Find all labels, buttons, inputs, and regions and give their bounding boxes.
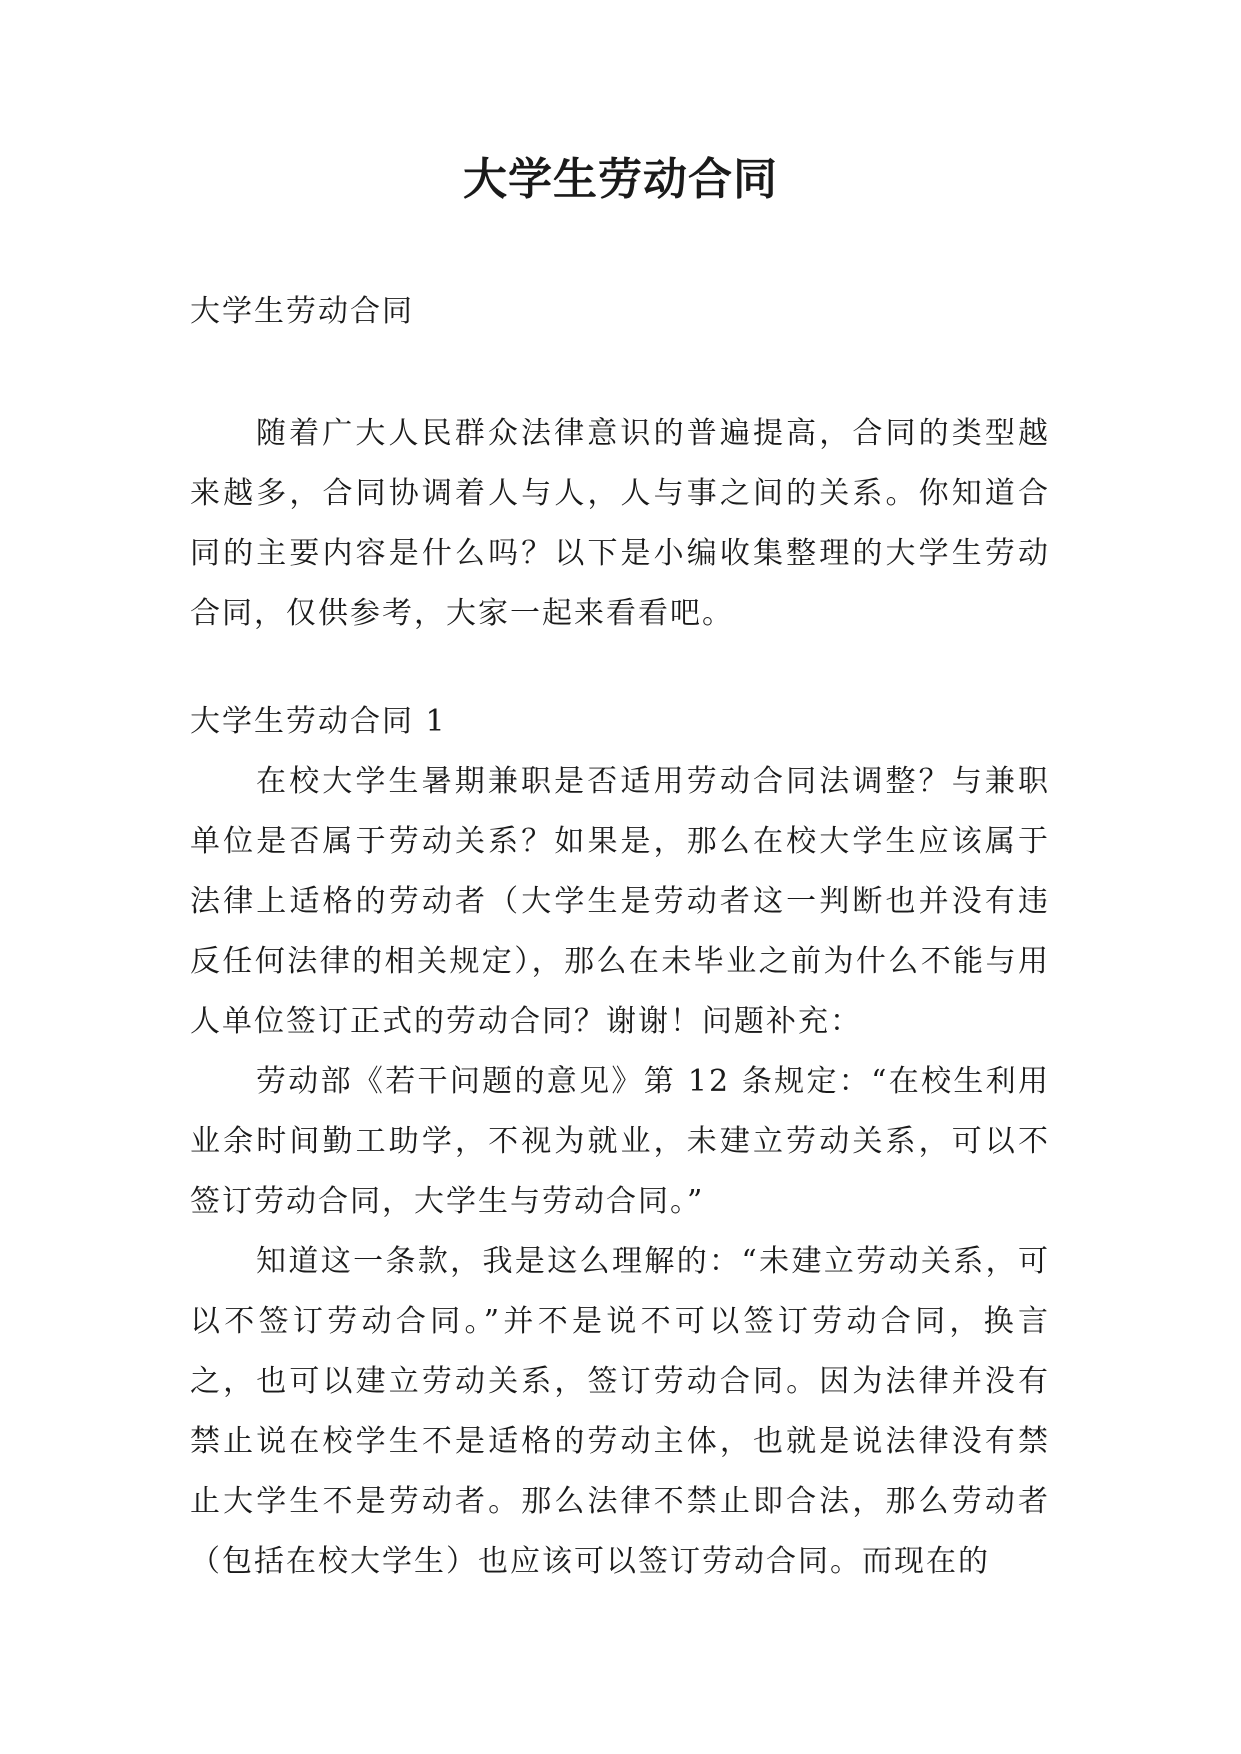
- document-title: 大学生劳动合同: [463, 154, 778, 205]
- body-paragraph: 知道这一条款，我是这么理解的：“未建立劳动关系，可以不签订劳动合同。”并不是说不可以签订劳动合同，换言之，也可以建立劳动关系，签订劳动合同。因为法律并没有禁止说在校学生不是适格的劳动主体，也就是说法律没有禁止大学生不是劳动者。那么法律不禁止即合法，那么劳动者（包括在校大学生）也应该可以签订劳动合同。而现在的: [190, 1244, 1050, 1579]
- intro-paragraph: 随着广大人民群众法律意识的普遍提高，合同的类型越来越多，合同协调着人与人，人与事之间的关系。你知道合同的主要内容是什么吗？以下是小编收集整理的大学生劳动合同，仅供参考，大家一起来看看吧。: [190, 416, 1050, 631]
- section-heading: 大学生劳动合同 1: [190, 704, 447, 739]
- section-body: [190, 752, 1050, 1592]
- body-paragraph: 劳动部《若干问题的意见》第 12 条规定：“在校生利用业余时间勤工助学，不视为就业，未建立劳动关系，可以不签订劳动合同，大学生与劳动合同。”: [190, 1064, 1050, 1219]
- document-subtitle: 大学生劳动合同: [190, 294, 414, 329]
- body-paragraph: 在校大学生暑期兼职是否适用劳动合同法调整？与兼职单位是否属于劳动关系？如果是，那么在校大学生应该属于法律上适格的劳动者（大学生是劳动者这一判断也并没有违反任何法律的相关规定），那么在未毕业之前为什么不能与用人单位签订正式的劳动合同？谢谢！问题补充：: [190, 764, 1050, 1039]
